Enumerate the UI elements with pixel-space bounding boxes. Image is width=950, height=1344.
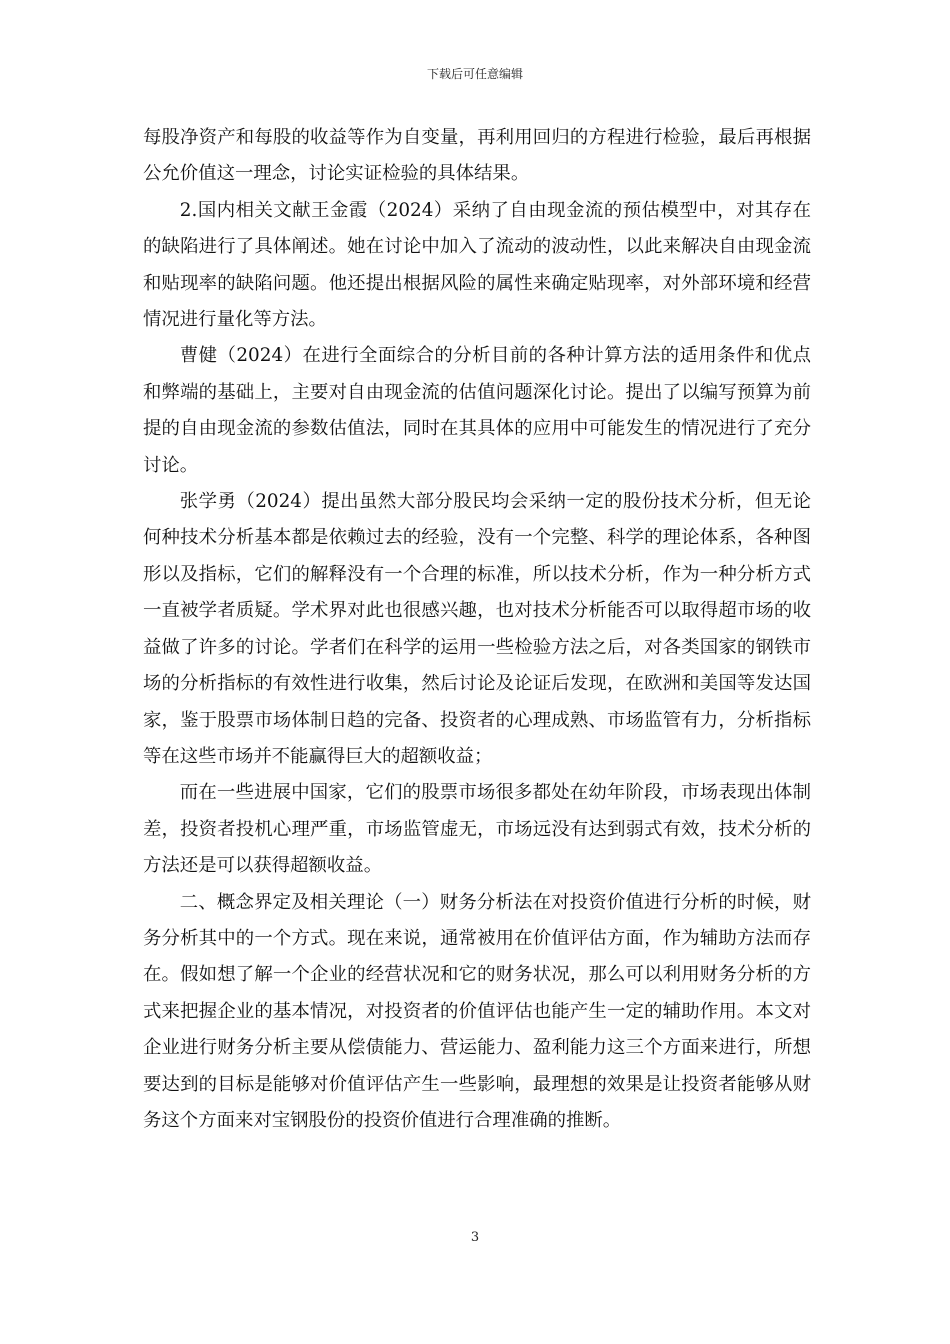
paragraph-developing-countries: 而在一些进展中国家，它们的股票市场很多都处在幼年阶段，市场表现出体制差，投资者投机心理严重，市场监管虚无，市场远没有达到弱式有效，技术分析的方法还是可以获得超额收益。 (143, 782, 811, 877)
paragraph-continuation: 每股净资产和每股的收益等作为自变量，再利用回归的方程进行检验，最后再根据公允价值这一理念，讨论实证检验的具体结果。 (143, 127, 811, 185)
page-header: 下载后可任意编辑 (426, 67, 523, 81)
paragraph-domestic-literature: 2.国内相关文献王金霞（2024）采纳了自由现金流的预估模型中，对其存在的缺陷进行了具体阐述。她在讨论中加入了流动的波动性，以此来解决自由现金流和贴现率的缺陷问题。他还提出根据风险的属性来确定贴现率，对外部环境和经营情况进行量化等方法。 (143, 199, 811, 331)
document-body (143, 120, 811, 1139)
paragraph-zhang-xueyong: 张学勇（2024）提出虽然大部分股民均会采纳一定的股份技术分析，但无论何种技术分析基本都是依赖过去的经验，没有一个完整、科学的理论体系，各种图形以及指标，它们的解释没有一个合理的标准，所以技术分析，作为一种分析方式一直被学者质疑。学术界对此也很感兴趣，也对技术分析能否可以取得超市场的收益做了许多的讨论。学者们在科学的运用一些检验方法之后，对各类国家的钢铁市场的分析指标的有效性进行收集，然后讨论及论证后发现，在欧洲和美国等发达国家，鉴于股票市场体制日趋的完备、投资者的心理成熟、市场监管有力，分析指标等在这些市场并不能赢得巨大的超额收益； (143, 491, 811, 767)
paragraph-cao-jian: 曹健（2024）在进行全面综合的分析目前的各种计算方法的适用条件和优点和弊端的基础上，主要对自由现金流的估值问题深化讨论。提出了以编写预算为前提的自由现金流的参数估值法，同时在其具体的应用中可能发生的情况进行了充分讨论。 (143, 345, 811, 476)
paragraph-concept-definition: 二、概念界定及相关理论（一）财务分析法在对投资价值进行分析的时候，财务分析其中的一个方式。现在来说，通常被用在价值评估方面，作为辅助方法而存在。假如想了解一个企业的经营状况和它的财务状况，那么可以利用财务分析的方式来把握企业的基本情况，对投资者的价值评估也能产生一定的辅助作用。本文对企业进行财务分析主要从偿债能力、营运能力、盈利能力这三个方面来进行，所想要达到的目标是能够对价值评估产生一些影响，最理想的效果是让投资者能够从财务这个方面来对宝钢股份的投资价值进行合理准确的推断。 (143, 891, 811, 1131)
page-number: 3 (470, 1230, 480, 1245)
